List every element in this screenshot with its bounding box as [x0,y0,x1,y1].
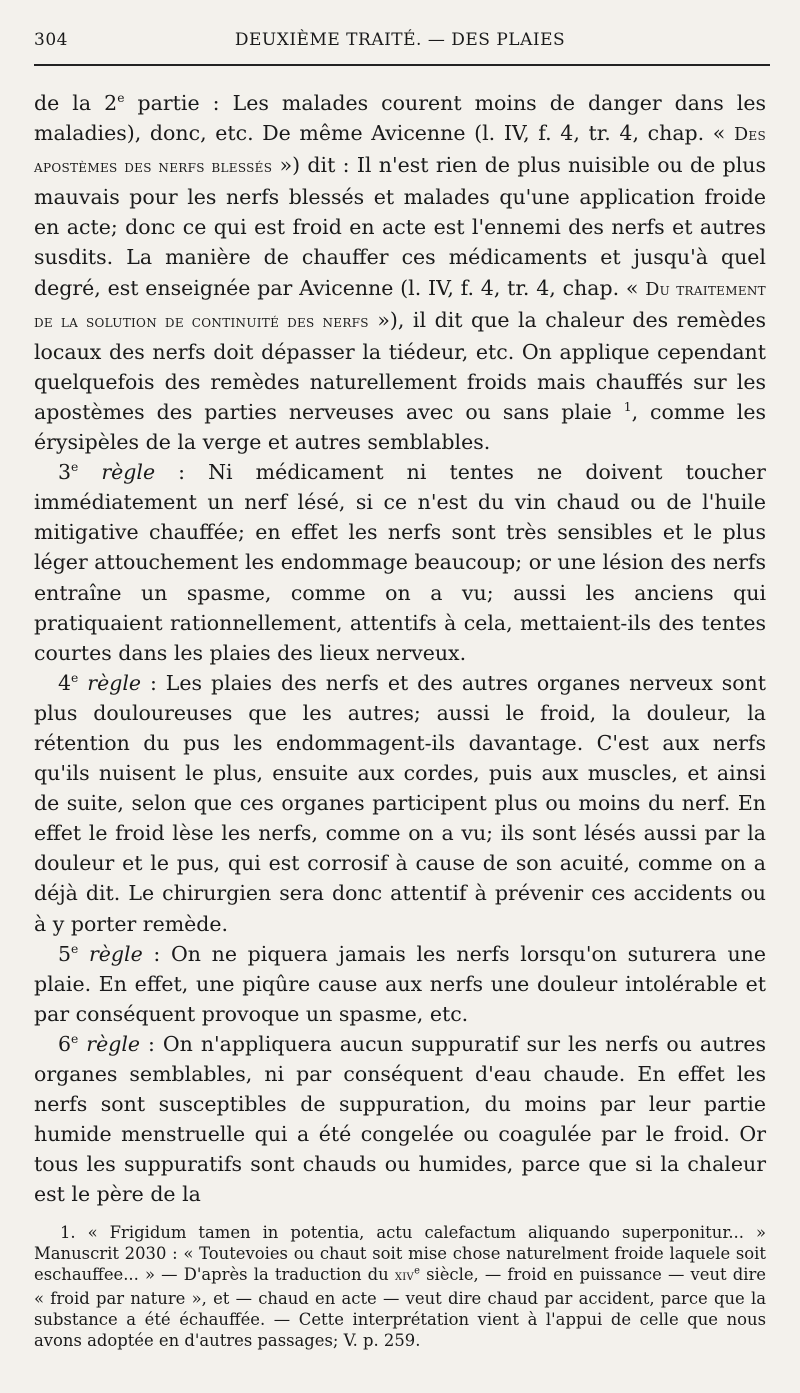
superscript: e [414,1265,420,1277]
text-run: : On n'appliquera aucun suppuratif sur les nerfs ou autres organes semblables, ni par conséquent d'eau chaude. En effet les nerfs sont susceptibles de suppuration, du moins par leur partie humide menstruelle qui a été congelée ou coagulée par le froid. Or tous les suppuratifs sont chauds ou humides, parce que si la chaleur est le père de la [34,1031,766,1207]
small-caps-title: Du traitement de la solution de continuité des nerfs [34,279,766,332]
text-run: »), il dit que la chaleur des remèdes locaux des nerfs doit dépasser la tiédeur, etc. On applique cependant quelquefois des remèdes naturellement froids mais chauffés sur les apostèmes des parties nerveuses avec ou sans plaie [34,307,766,424]
small-caps-title: Des apostèmes des nerfs blessés [34,125,766,178]
text-run: partie : Les malades courent moins de danger dans les maladies), donc, etc. De même Avicenne (l. IV, f. 4, tr. 4, chap. « [34,91,767,146]
superscript: e [71,670,79,685]
header-rule [34,64,770,66]
footnotes [34,1222,766,1351]
footnote-1 [34,1222,766,1351]
text-run: : Les plaies des nerfs et des autres organes nerveux sont plus douloureuses que les autres; aussi le froid, la douleur, la rétention du pus les endommagent-ils davantage. C'est aux nerfs qu'ils nuisent le plus, ensuite aux cordes, puis aux muscles, et ainsi de suite, selon que ces organes participent plus ou moins du nerf. En effet le froid lèse les nerfs, comme on a vu; ils sont lésés aussi par la douleur et le pus, qui est corrosif à cause de son acuité, comme on a déjà dit. Le chirurgien sera donc attentif à prévenir ces accidents ou à y porter remède. [34,670,766,936]
running-title: DEUXIÈME TRAITÉ. — DES PLAIES [234,30,566,50]
rule-label: règle [101,460,156,485]
rule-label: règle [87,670,142,695]
rule-number: 6 [58,1031,72,1056]
paragraph-rule-5 [34,939,766,1029]
rule-label: règle [86,1031,141,1056]
footnote-ref: 1 [623,400,632,415]
superscript: e [117,91,125,106]
paragraph-continuation [34,88,766,457]
text-run: , comme les érysipèles de la verge et autres semblables. [34,399,767,455]
rule-label: règle [89,941,143,966]
text-run: 1. « Frigidum tamen in potentia, actu calefactum aliquando superponitur... » Manuscrit 2030 : « Toutevoies ou chaut soit mise chose naturelment froide laquele soit eschauffee... » — D'après la traduction du [34,1223,766,1285]
paragraph-rule-3 [34,457,766,668]
text-run: : On ne piquera jamais les nerfs lorsqu'on suturera une plaie. En effet, une piqûre cause aux nerfs une douleur intolérable et par conséquent provoque un spasme, etc. [34,941,766,1026]
paragraph-rule-4 [34,668,766,939]
small-caps-century: xiv [394,1268,415,1285]
rule-number: 4 [58,670,72,695]
running-head [34,30,766,56]
superscript: e [71,941,79,956]
rule-number: 3 [58,460,72,485]
text-run: : Ni médicament ni tentes ne doivent toucher immédiatement un nerf lésé, si ce n'est du vin chaud ou de l'huile mitigative chauffée; en effet les nerfs sont très sensibles et le plus léger attouchement les endommage beaucoup; or une lésion des nerfs entraîne un spasme, comme on a vu; aussi les anciens qui pratiquaient rationnellement, attentifs à cela, mettaient-ils des tentes courtes dans les plaies des lieux nerveux. [34,460,766,665]
paragraph-rule-6 [34,1029,766,1210]
page-number: 304 [34,30,68,50]
text-run: de la 2 [34,91,118,115]
text-run: siècle, — froid en puissance — veut dire « froid par nature », et — chaud en acte — veut dire chaud par accident, parce que la substance a été échauffée. — Cette interprétation vient à l'appui de celle que nous avons adoptée en d'autres passages; V. p. 259. [34,1265,766,1351]
rule-number: 5 [58,941,72,966]
superscript: e [71,460,79,475]
main-text [34,88,766,1209]
superscript: e [71,1032,79,1047]
text-run: ») dit : Il n'est rien de plus nuisible ou de plus mauvais pour les nerfs blessés et malades qu'une application froide en acte; donc ce qui est froid en acte est l'ennemi des nerfs et autres susdits. La manière de chauffer ces médicaments et jusqu'à quel degré, est enseignée par Avicenne (l. IV, f. 4, tr. 4, chap. « [34,153,766,300]
